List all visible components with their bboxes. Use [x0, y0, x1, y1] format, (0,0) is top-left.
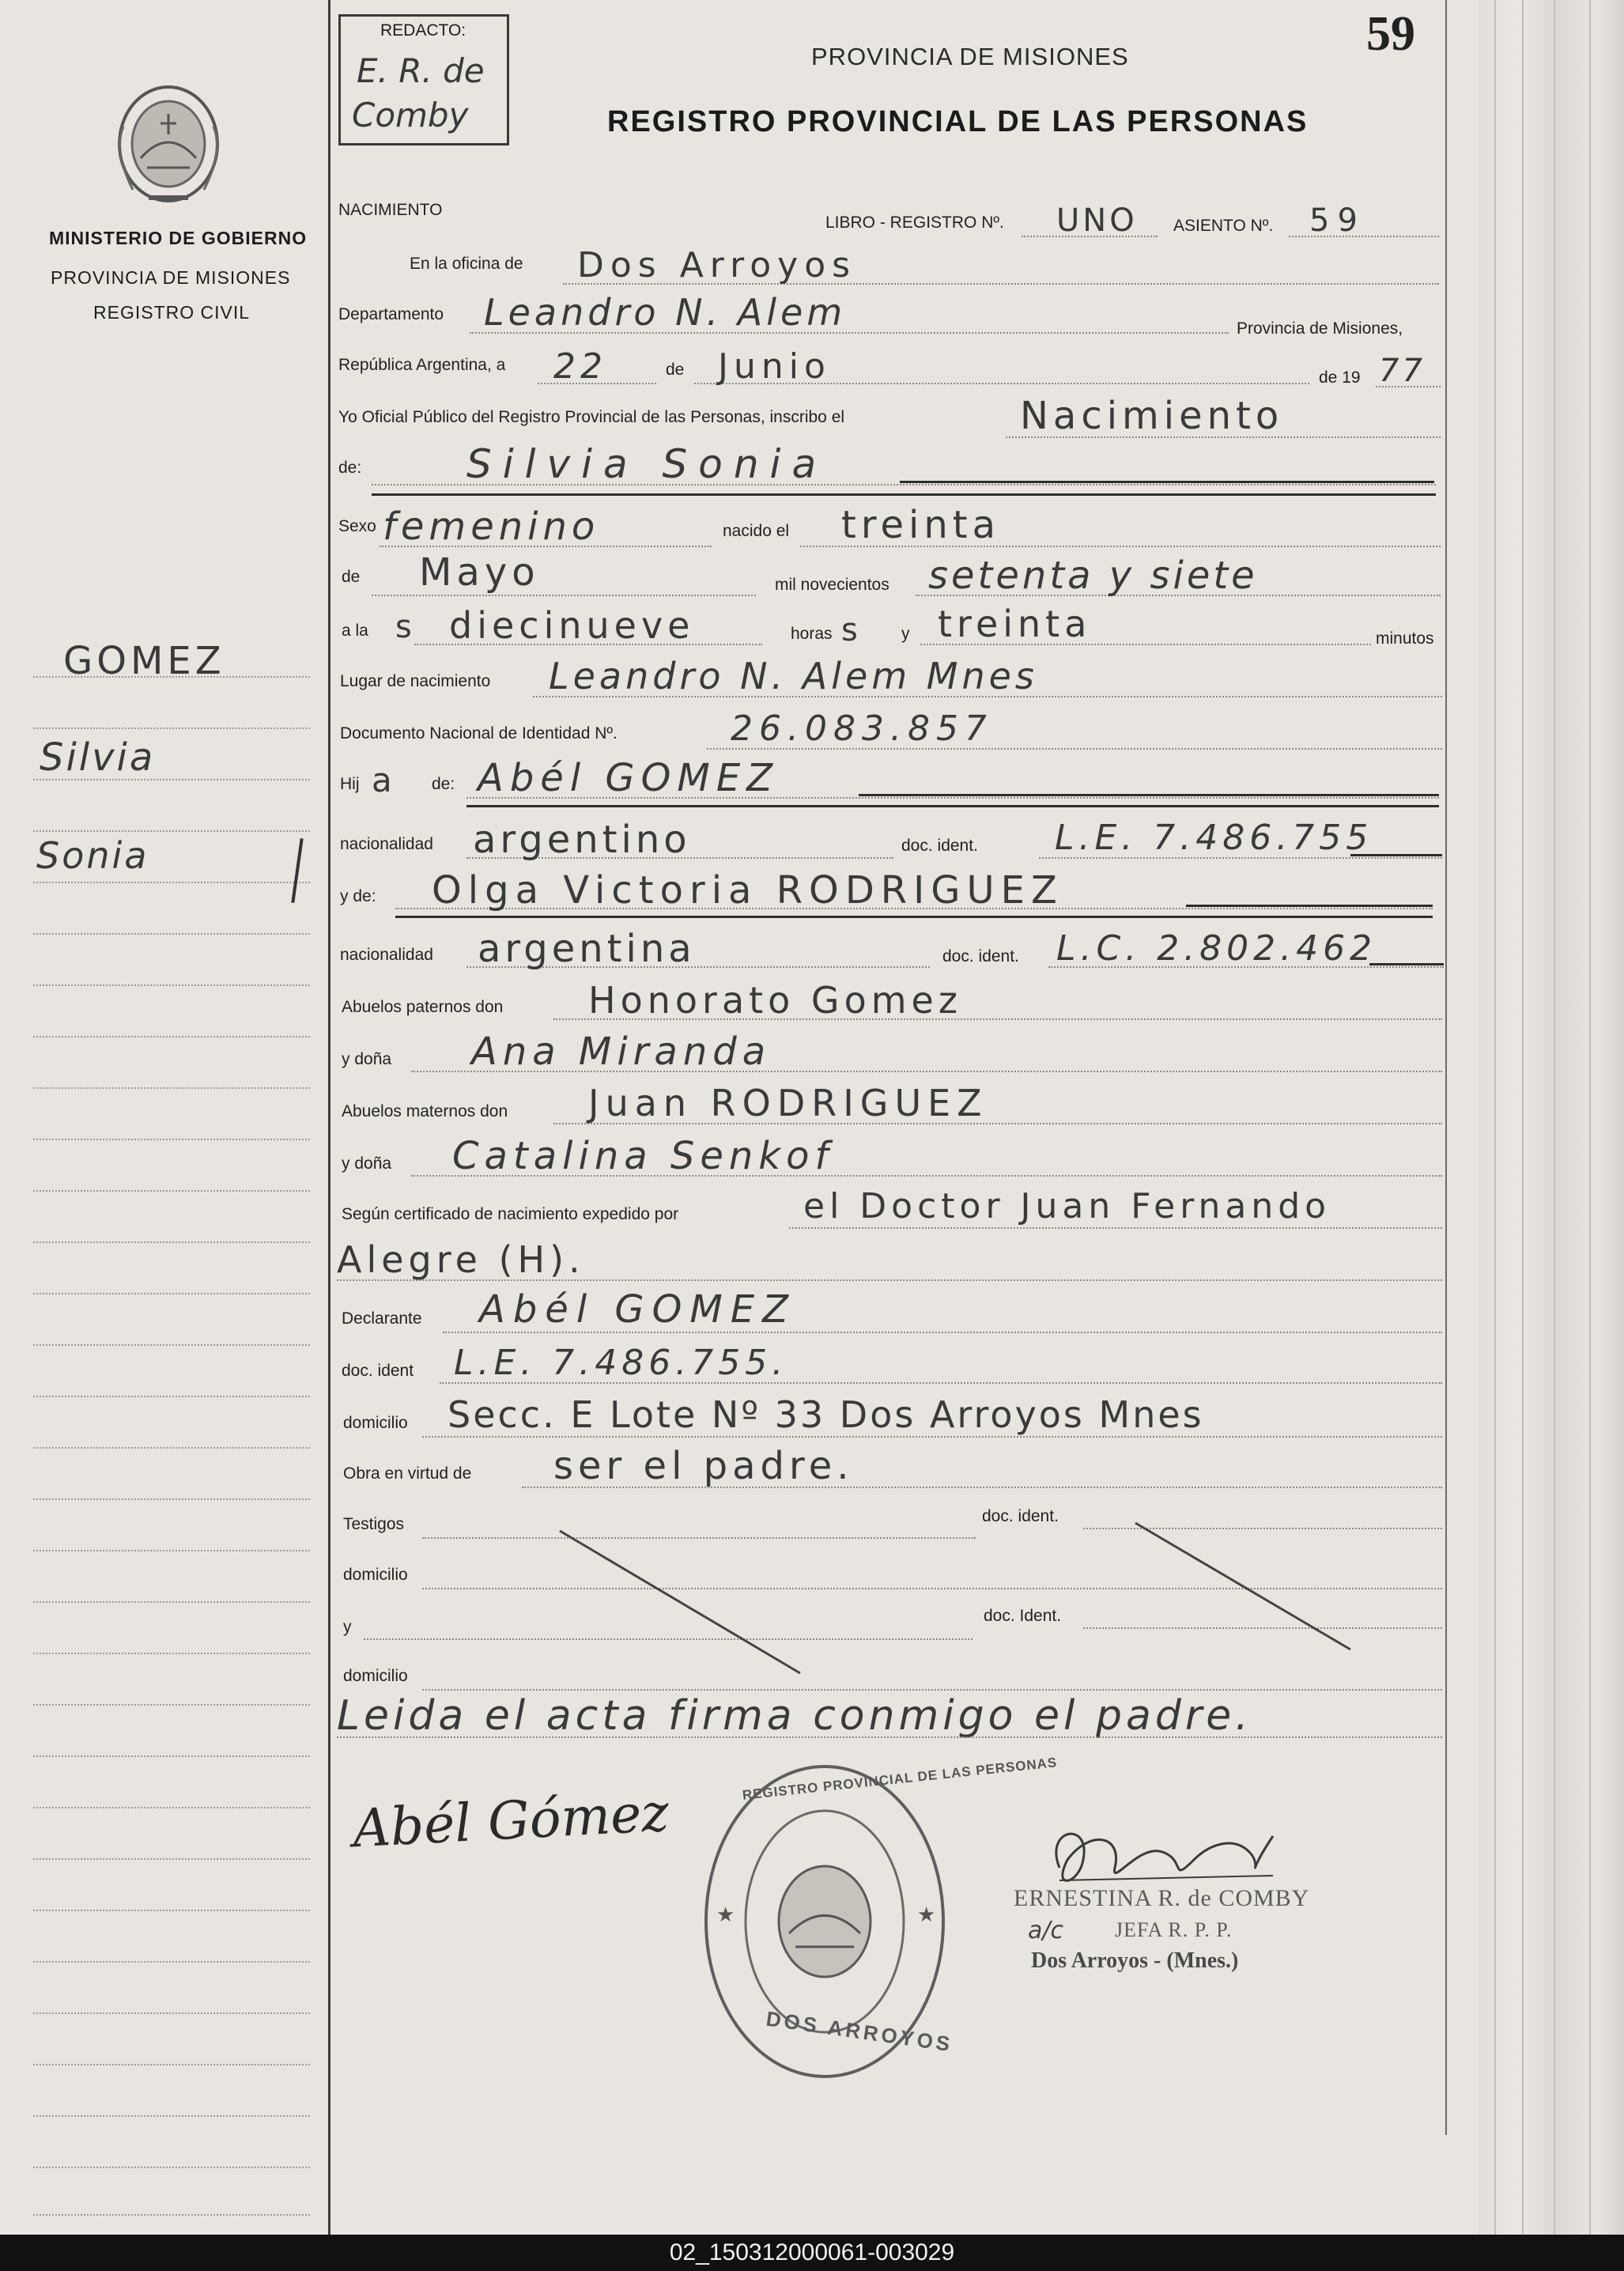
margin-surname: GOMEZ [63, 639, 225, 683]
footer-code: 02_150312000061-003029 [0, 2235, 1624, 2271]
abuelos-paternos-label: Abuelos paternos don [342, 998, 504, 1016]
official-stamp-title-hand: a/c [1028, 1917, 1063, 1944]
y-label: y [901, 625, 910, 643]
hijo-hand: a [372, 761, 392, 799]
nombre-value: Silvia Sonia [466, 441, 828, 487]
abuela-materna-value: Catalina Senkof [452, 1134, 834, 1178]
margin-name-1: Silvia [40, 735, 156, 780]
closing-value: Leida el acta firma conmigo el padre. [337, 1692, 1252, 1740]
sexo-label: Sexo [338, 517, 376, 535]
alas-label-a: a la [342, 622, 368, 640]
asiento-label: ASIENTO Nº. [1173, 217, 1274, 235]
dni-label: Documento Nacional de Identidad Nº. [340, 724, 617, 743]
oficina-value: Dos Arroyos [577, 245, 857, 285]
declarant-signature: Abél Gómez [351, 1782, 670, 1860]
hijo-label-pre: Hij [340, 775, 360, 793]
declarante-label: Declarante [342, 1309, 422, 1328]
docident-testigo2-label: doc. Ident. [984, 1607, 1062, 1625]
hora-value: diecinueve [449, 604, 695, 647]
anio-label: de 19 [1319, 368, 1361, 387]
official-stamp-name: ERNESTINA R. de COMBY [1014, 1885, 1310, 1911]
obra-value: ser el padre. [553, 1444, 854, 1488]
madre-value: Olga Victoria RODRIGUEZ [432, 868, 1063, 913]
lugar-label: Lugar de nacimiento [340, 672, 491, 690]
mes-value: Junio [718, 346, 831, 387]
alas-hand-s: s [395, 609, 412, 645]
nac-padre-value: argentino [473, 818, 691, 862]
domicilio-testigo1-label: domicilio [343, 1566, 408, 1584]
abuelos-maternos-label: Abuelos maternos don [342, 1102, 508, 1120]
seal-ring-text: REGISTRO PROVINCIAL DE LAS PERSONAS [742, 1755, 1059, 1803]
svg-text:★: ★ [917, 1903, 936, 1926]
minutos-value: treinta [938, 603, 1092, 645]
abuela-paterna-value: Ana Miranda [471, 1030, 772, 1074]
domicilio-testigo2-label: domicilio [343, 1667, 408, 1685]
obra-label: Obra en virtud de [343, 1464, 472, 1483]
y-testigo2-label: y [343, 1618, 352, 1636]
de-label: de [666, 361, 685, 379]
nacido-value: treinta [841, 503, 1001, 547]
mil-label: mil novecientos [775, 576, 889, 594]
departamento-label: Departamento [338, 305, 444, 323]
departamento-value: Leandro N. Alem [484, 291, 847, 334]
ministry-label: MINISTERIO DE GOBIERNO [49, 228, 308, 248]
ydona-paterna-label: y doña [342, 1050, 392, 1068]
padre-value: Abél GOMEZ [478, 756, 780, 800]
horas-hand-s: s [841, 612, 858, 648]
testigos-label: Testigos [343, 1515, 405, 1533]
docident-padre-label: doc. ident. [901, 837, 978, 855]
redactado-value-1: E. R. de [357, 51, 485, 90]
mes-nac-value: Mayo [419, 550, 540, 595]
provincia-label: Provincia de Misiones, [1237, 319, 1403, 338]
domicilio-value: Secc. E Lote Nº 33 Dos Arroyos Mnes [448, 1393, 1204, 1436]
header-province: PROVINCIA DE MISIONES [811, 43, 1129, 70]
doc-declarante-value: L.E. 7.486.755. [454, 1343, 788, 1383]
republica-label: República Argentina, a [338, 356, 506, 374]
yde-label: y de: [340, 887, 376, 905]
abuelo-paterno-value: Honorato Gomez [588, 979, 962, 1022]
docident-madre-label: doc. ident. [942, 947, 1019, 965]
ydona-materna-label: y doña [342, 1154, 392, 1173]
domicilio-label: domicilio [343, 1414, 408, 1432]
libro-label: LIBRO - REGISTRO Nº. [825, 213, 1004, 232]
de2-label: de: [338, 459, 362, 477]
certificado-label: Según certificado de nacimiento expedido por [342, 1205, 679, 1223]
nac-madre-value: argentina [478, 927, 696, 971]
form-type-label: NACIMIENTO [338, 201, 443, 219]
hijo-label-post: de: [432, 775, 455, 793]
dni-value: 26.083.857 [731, 709, 993, 749]
anio-nac-value: setenta y siete [928, 554, 1258, 598]
sexo-value: femenino [383, 504, 600, 549]
nacionalidad-padre-label: nacionalidad [340, 835, 433, 853]
nacionalidad-madre-label: nacionalidad [340, 946, 433, 964]
horas-label: horas [791, 625, 833, 643]
inscribo-value: Nacimiento [1020, 394, 1284, 438]
redactado-label: REDACTO: [380, 21, 466, 40]
yo-label: Yo Oficial Público del Registro Provincial de las Personas, inscribo el [338, 408, 845, 426]
seal-bottom-text: DOS ARROYOS [765, 2006, 955, 2057]
doc-madre-value: L.C. 2.802.462 [1056, 928, 1377, 969]
libro-value: UNO [1056, 202, 1138, 239]
docident-testigo1-label: doc. ident. [982, 1507, 1059, 1525]
anio-value: 77 [1379, 353, 1426, 389]
minutos-label: minutos [1376, 629, 1434, 648]
declarante-value: Abél GOMEZ [479, 1287, 797, 1332]
header-title: REGISTRO PROVINCIAL DE LAS PERSONAS [607, 105, 1309, 138]
nacido-label: nacido el [723, 522, 790, 540]
docident-decl-label: doc. ident [342, 1362, 414, 1380]
oficina-label: En la oficina de [410, 255, 523, 273]
official-stamp-title: JEFA R. P. P. [1115, 1918, 1233, 1941]
doc-padre-value: L.E. 7.486.755 [1055, 818, 1373, 858]
margin-name-2: Sonia [36, 834, 149, 877]
left-province-label: PROVINCIA DE MISIONES [51, 267, 291, 288]
certificado-value-2: Alegre (H). [337, 1238, 585, 1281]
registry-label: REGISTRO CIVIL [93, 302, 251, 323]
svg-text:★: ★ [716, 1903, 735, 1926]
official-stamp-place: Dos Arroyos - (Mnes.) [1031, 1948, 1239, 1973]
dia-value: 22 [553, 346, 607, 387]
certificado-value-1: el Doctor Juan Fernando [803, 1186, 1331, 1226]
de3-label: de [342, 568, 361, 586]
lugar-value: Leandro N. Alem Mnes [549, 655, 1038, 697]
page-number: 59 [1366, 7, 1415, 61]
redactado-value-2: Comby [352, 96, 469, 134]
asiento-value: 59 [1309, 202, 1365, 239]
abuelo-materno-value: Juan RODRIGUEZ [588, 1082, 988, 1124]
